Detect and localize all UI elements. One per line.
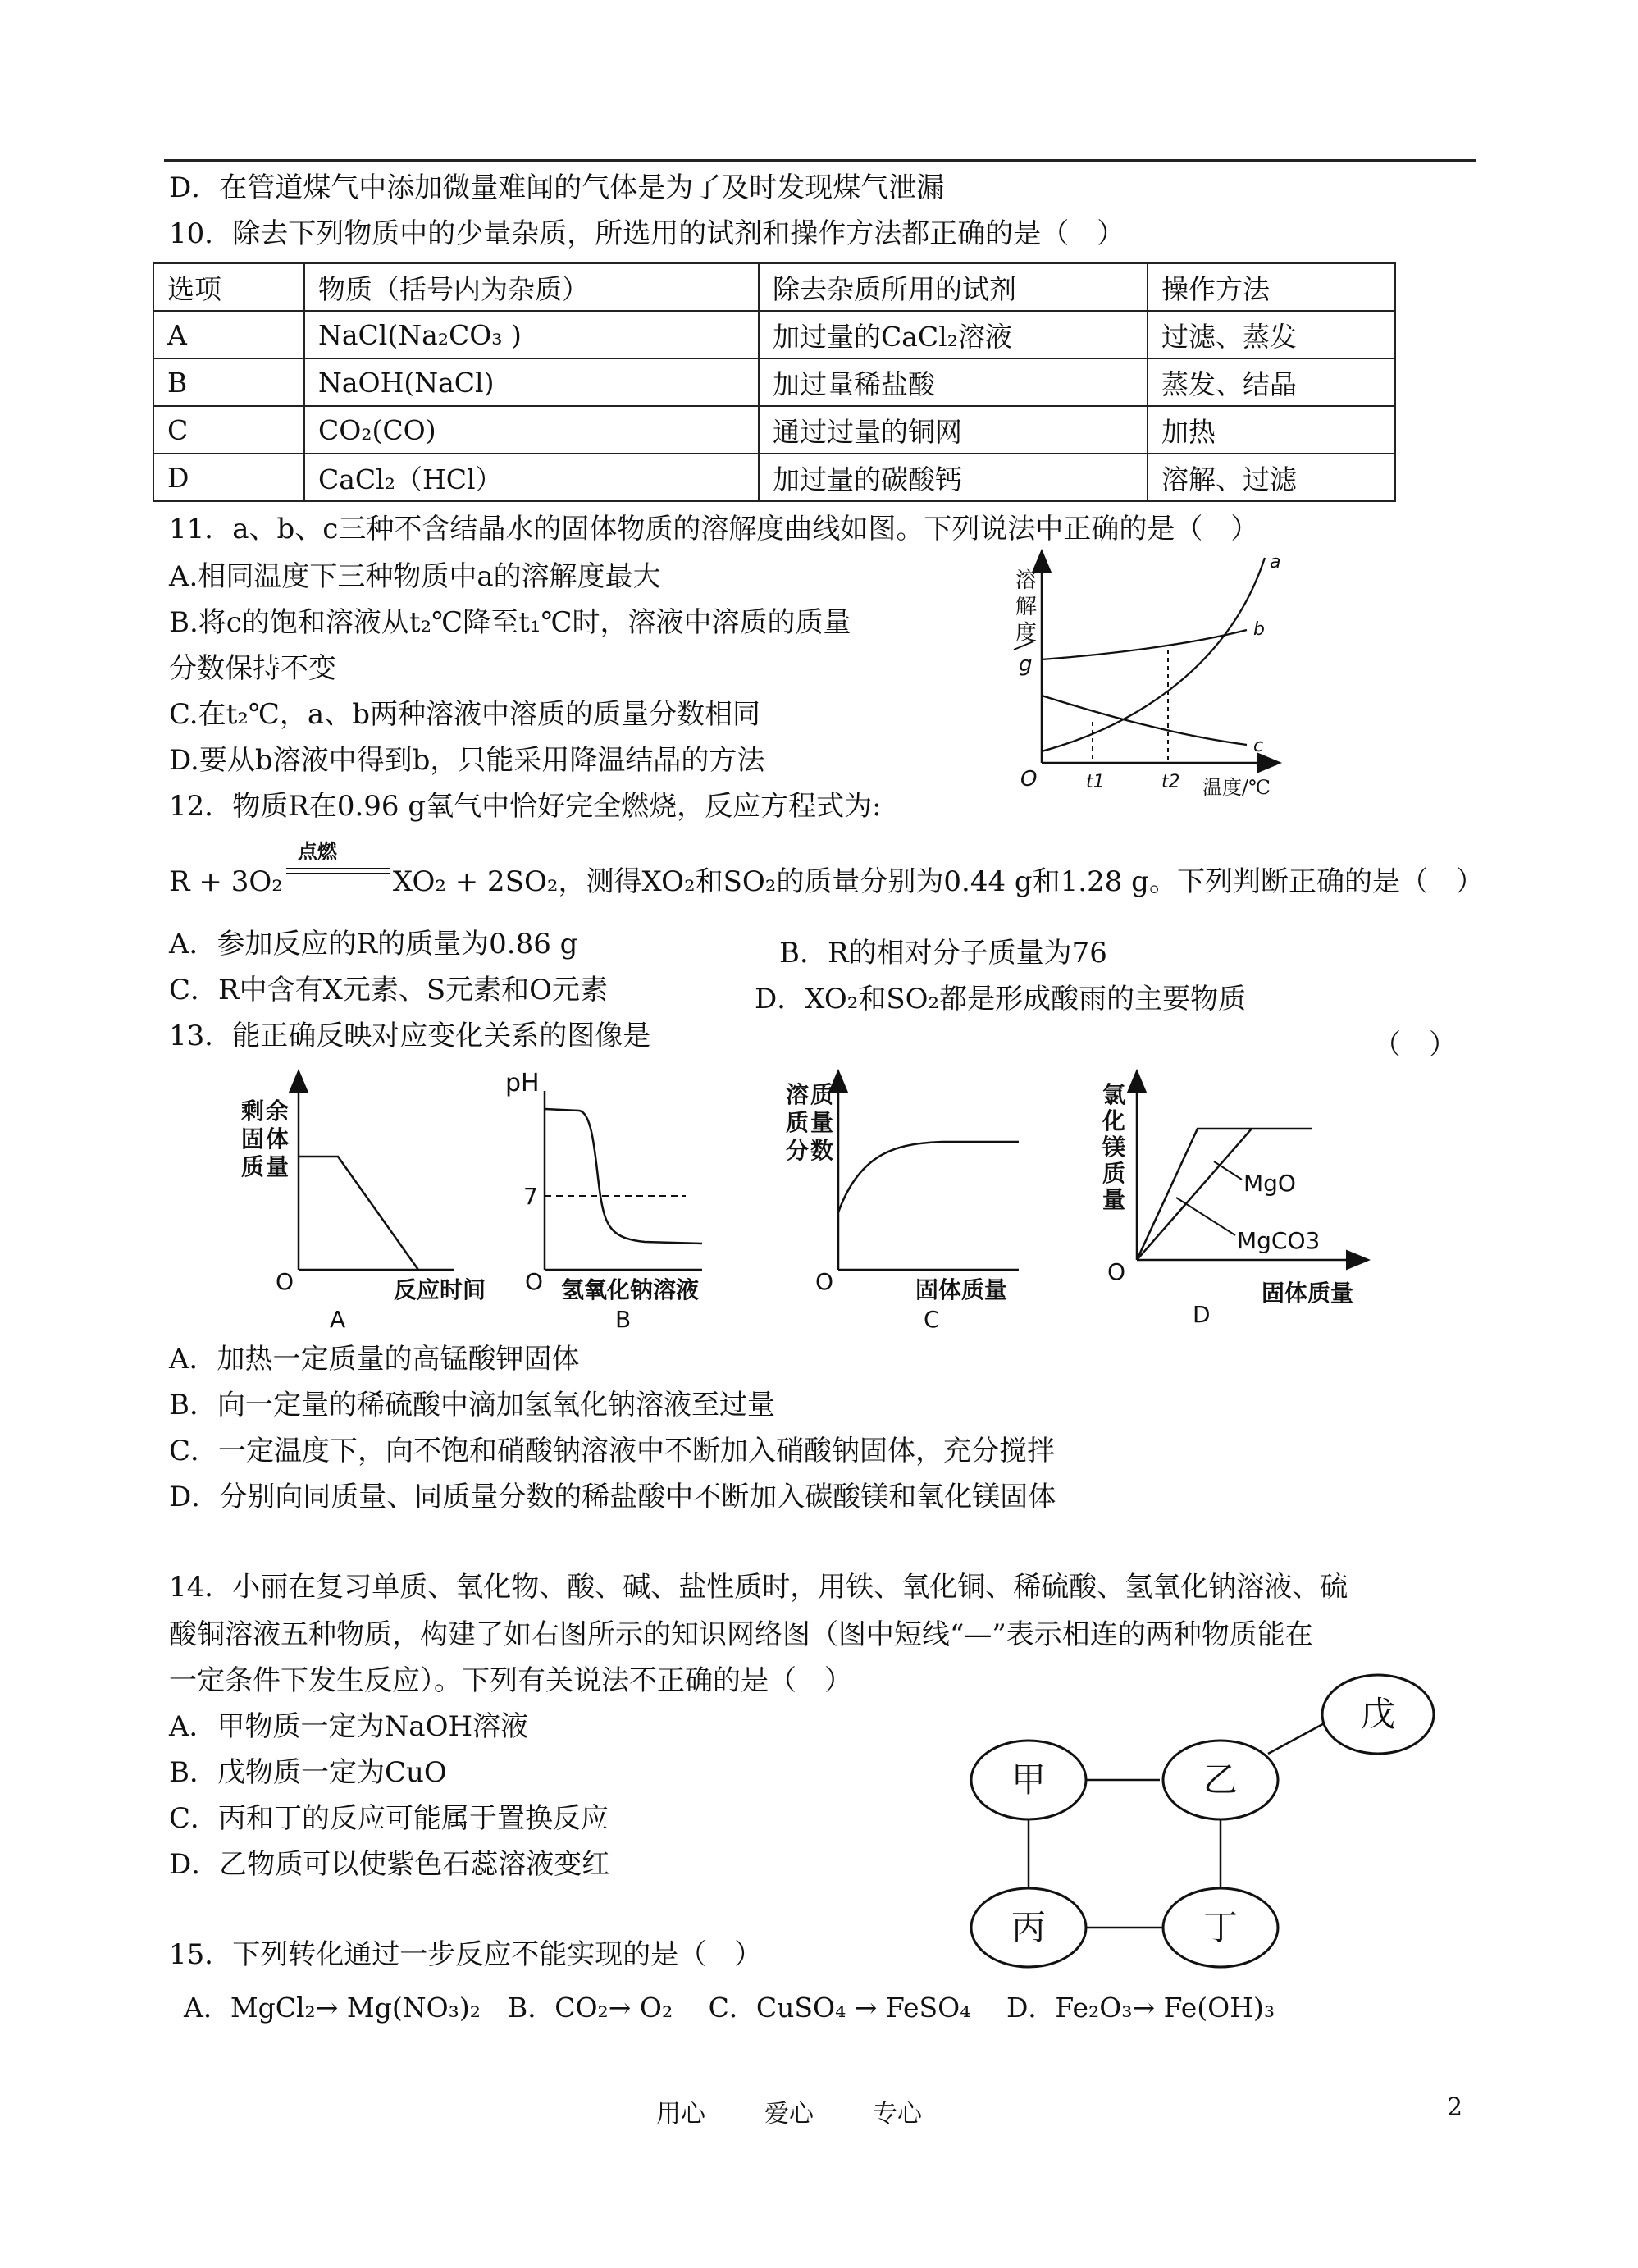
node-ding-label: 丁: [1202, 1907, 1239, 1947]
y-label-char: 化: [1102, 1107, 1126, 1134]
q12-stem: 12．物质R在0.96 g氧气中恰好完全燃烧，反应方程式为:: [169, 790, 882, 823]
table-cell: 过滤、蒸发: [1148, 311, 1395, 358]
y-label-char: 度: [1015, 621, 1038, 646]
footer-motto-3: 专心: [873, 2100, 922, 2129]
table-row: [153, 454, 1395, 501]
table-cell: C: [153, 406, 304, 454]
table-cell: 通过过量的铜网: [759, 406, 1148, 454]
y-label-char: 质: [810, 1081, 834, 1108]
y-unit: g: [1019, 652, 1033, 677]
q12-option-c: C．R中含有X元素、S元素和O元素: [169, 974, 608, 1006]
label-mgo: MgO: [1243, 1170, 1296, 1197]
x-label: 氢氧化钠溶液: [561, 1276, 700, 1303]
equation-left: R + 3O₂: [169, 865, 283, 898]
q10-table: [153, 262, 1396, 502]
curve-a-label: a: [1270, 552, 1281, 573]
node-wu-label: 戊: [1360, 1694, 1396, 1734]
graph-c: [779, 1066, 1050, 1337]
table-row: [153, 311, 1395, 358]
q11-option-b: B.将c的饱和溶液从t₂℃降至t₁℃时，溶液中溶质的质量: [169, 606, 851, 639]
q14-line-3: 一定条件下发生反应）。下列有关说法不正确的是（ ）: [169, 1664, 852, 1697]
footer-motto-2: 爱心: [764, 2100, 814, 2129]
y-label-char: 溶: [786, 1081, 810, 1108]
q13-stem: 13．能正确反映对应变化关系的图像是: [169, 1020, 651, 1052]
q13-option-d: D．分别向同质量、同质量分数的稀盐酸中不断加入碳酸镁和氧化镁固体: [169, 1481, 1056, 1513]
q10-stem: 10．除去下列物质中的少量杂质，所选用的试剂和操作方法都正确的是（ ）: [169, 217, 1125, 250]
y-label-char: 量: [1102, 1186, 1126, 1213]
table-header: 操作方法: [1148, 263, 1395, 311]
origin-label: O: [1107, 1258, 1126, 1285]
q12-option-a: A．参加反应的R的质量为0.86 g: [169, 928, 578, 961]
q13-option-c: C．一定温度下，向不饱和硝酸钠溶液中不断加入硝酸钠固体，充分搅拌: [169, 1435, 1056, 1467]
q9-option-d: D．在管道煤气中添加微量难闻的气体是为了及时发现煤气泄漏: [169, 171, 945, 204]
q13-bracket: （ ）: [1373, 1029, 1457, 1061]
y-label-char: 溶: [1015, 568, 1038, 593]
graph-a: [238, 1066, 517, 1337]
x-label: 温度/℃: [1202, 776, 1271, 799]
q13-option-a: A．加热一定质量的高锰酸钾固体: [169, 1343, 580, 1376]
origin-label: O: [276, 1268, 294, 1295]
table-header: 除去杂质所用的试剂: [759, 263, 1148, 311]
curve-a: [1042, 558, 1265, 751]
table-row: [153, 406, 1395, 454]
page-number: 2: [1447, 2093, 1463, 2122]
y-label-char: 分: [786, 1137, 810, 1164]
table-cell: 溶解、过滤: [1148, 454, 1395, 501]
caption: A: [330, 1306, 346, 1333]
x-label: 反应时间: [394, 1276, 486, 1303]
origin-label: O: [815, 1268, 834, 1295]
table-cell: NaCl(Na₂CO₃ ): [304, 311, 759, 358]
q12-equation: [169, 840, 1484, 898]
solubility-graph: [992, 548, 1321, 810]
q14-option-a: A．甲物质一定为NaOH溶液: [169, 1710, 529, 1743]
q14-line-2: 酸铜溶液五种物质，构建了如右图所示的知识网络图（图中短线“—”表示相连的两种物质能在: [169, 1618, 1313, 1651]
ph7-label: 7: [523, 1183, 538, 1210]
q15-stem: 15．下列转化通过一步反应不能实现的是（ ）: [169, 1938, 763, 1971]
table-cell: CO₂(CO): [304, 406, 759, 454]
y-label-char: 数: [810, 1137, 834, 1164]
label-mgco3: MgCO3: [1237, 1227, 1321, 1254]
table-cell: 加过量稀盐酸: [759, 358, 1148, 406]
y-label-char: 质: [241, 1153, 265, 1180]
table-header: 物质（括号内为杂质）: [304, 263, 759, 311]
q11-option-b-cont: 分数保持不变: [169, 652, 336, 685]
table-cell: B: [153, 358, 304, 406]
curve: [299, 1157, 418, 1270]
curve: [838, 1142, 1019, 1212]
table-cell: 加过量的CaCl₂溶液: [759, 311, 1148, 358]
node-jia-label: 甲: [1011, 1759, 1047, 1800]
caption: D: [1193, 1301, 1211, 1328]
origin-label: O: [525, 1268, 544, 1295]
node-bing-label: 丙: [1011, 1907, 1047, 1947]
table-cell: CaCl₂（HCl）: [304, 454, 759, 501]
table-cell: D: [153, 454, 304, 501]
y-label-char: 固: [241, 1125, 265, 1152]
reaction-network-diagram: [960, 1657, 1468, 1977]
q14-option-d: D．乙物质可以使紫色石蕊溶液变红: [169, 1848, 610, 1881]
y-label-char: 镁: [1102, 1134, 1126, 1161]
curve-b-label: b: [1253, 619, 1265, 640]
q12-option-b: B．R的相对分子质量为76: [779, 937, 1107, 970]
y-label-char: 质: [1102, 1160, 1126, 1187]
node-yi-label: 乙: [1202, 1759, 1239, 1800]
top-rule: [164, 159, 1476, 162]
x-label: 固体质量: [1262, 1280, 1354, 1307]
curve: [545, 1109, 702, 1244]
footer-motto-1: 用心: [656, 2100, 705, 2129]
table-cell: NaOH(NaCl): [304, 358, 759, 406]
table-row: [153, 358, 1395, 406]
leader-mgo: [1214, 1161, 1242, 1180]
t1-label: t1: [1086, 772, 1105, 792]
graph-b: [505, 1066, 784, 1337]
curve-c: [1042, 696, 1247, 745]
graph-d: [1091, 1066, 1386, 1337]
table-header: 选项: [153, 263, 304, 311]
y-label: pH: [505, 1069, 540, 1097]
curve-mgco3: [1137, 1129, 1252, 1260]
edge-yi-wu: [1268, 1721, 1329, 1754]
q14-option-b: B．戊物质一定为CuO: [169, 1756, 447, 1789]
caption: C: [924, 1306, 940, 1333]
q14-line-1: 14．小丽在复习单质、氧化物、酸、碱、盐性质时，用铁、氧化铜、稀硫酸、氢氧化钠溶液、硫: [169, 1571, 1348, 1604]
origin-label: O: [1020, 767, 1038, 792]
table-cell: 蒸发、结晶: [1148, 358, 1395, 406]
q11-option-d: D.要从b溶液中得到b，只能采用降温结晶的方法: [169, 744, 765, 777]
q11-option-a: A.相同温度下三种物质中a的溶解度最大: [169, 560, 661, 593]
leader-mgco3: [1176, 1198, 1235, 1235]
y-label-char: 体: [266, 1125, 290, 1152]
equation-condition: 点燃: [297, 840, 337, 863]
equation-arrow: [286, 840, 390, 891]
curve-c-label: c: [1253, 736, 1264, 756]
table-cell: 加热: [1148, 406, 1395, 454]
q11-stem: 11．a、b、c三种不含结晶水的固体物质的溶解度曲线如图。下列说法中正确的是（ ）: [169, 513, 1259, 545]
x-label: 固体质量: [915, 1276, 1008, 1303]
table-header-row: [153, 263, 1395, 311]
y-label-char: 质: [786, 1109, 810, 1136]
y-label-char: 解: [1015, 595, 1038, 619]
y-label-char: 余: [266, 1097, 290, 1125]
q14-option-c: C．丙和丁的反应可能属于置换反应: [169, 1802, 609, 1835]
table-cell: 加过量的碳酸钙: [759, 454, 1148, 501]
y-label-char: 量: [266, 1153, 290, 1180]
q13-option-b: B．向一定量的稀硫酸中滴加氢氧化钠溶液至过量: [169, 1389, 775, 1421]
caption: B: [615, 1306, 632, 1333]
q15-options: A．MgCl₂→ Mg(NO₃)₂ B．CO₂→ O₂ C．CuSO₄ → FeSO₄ D．Fe₂O₃→ Fe(OH)₃: [184, 1992, 1275, 2024]
q11-option-c: C.在t₂℃，a、b两种溶液中溶质的质量分数相同: [169, 698, 760, 731]
t2-label: t2: [1161, 772, 1180, 792]
y-label-char: 量: [810, 1109, 834, 1136]
q12-option-d: D．XO₂和SO₂都是形成酸雨的主要物质: [755, 983, 1247, 1015]
y-label-char: 剩: [241, 1097, 265, 1125]
y-label-char: 氯: [1102, 1081, 1126, 1108]
equation-right: XO₂ + 2SO₂，测得XO₂和SO₂的质量分别为0.44 g和1.28 g。下列判断正确的是（ ）: [392, 865, 1484, 898]
table-cell: A: [153, 311, 304, 358]
